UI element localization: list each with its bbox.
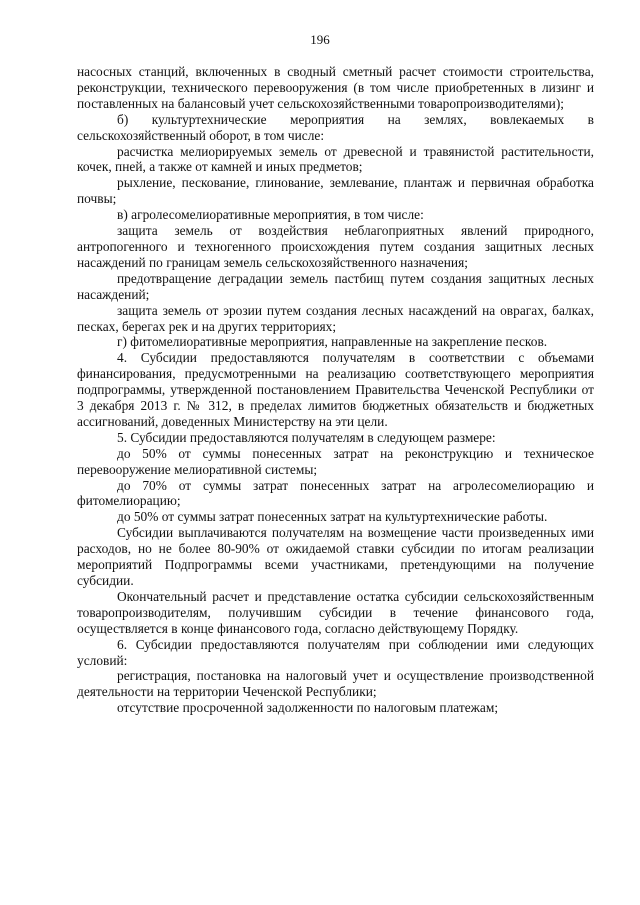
paragraph: защита земель от эрозии путем создания лесных насаждений на оврагах, балках, песках, берегах рек и на других территориях; [77,302,594,334]
paragraph: 5. Субсидии предоставляются получателям в следующем размере: [117,429,496,445]
paragraph: до 50% от суммы затрат понесенных затрат на культуртехнические работы. [117,509,548,525]
paragraph: до 70% от суммы затрат понесенных затрат на агролесомелиорацию и фитомелиорацию; [77,477,594,509]
paragraph: регистрация, постановка на налоговый учет и осуществление производственной деятельности на территории Чеченской Республики; [77,668,594,700]
paragraph: в) агролесомелиоративные мероприятия, в том числе: [117,207,424,223]
paragraph: 4. Субсидии предоставляются получателям в соответствии с объемами финансирования, предусмотренными на реализацию соответствующего мероприятия подпрограммы, утвержденной постановлением Правительства Чеченской Республики от 3 декабря 2013 г. № 312, в пределах лимитов бюджетных обязательств и бюджетных ассигнований, доведенных Министерству на эти цели. [77,350,594,429]
paragraph: защита земель от воздействия неблагоприятных явлений природного, антропогенного и техногенного происхождения путем создания защитных лесных насаждений по границам земель сельскохозяйственного назначения; [77,223,594,270]
paragraph: предотвращение деградации земель пастбищ путем создания защитных лесных насаждений; [77,270,594,302]
paragraph: Субсидии выплачиваются получателям на возмещение части произведенных ими расходов, но не более 80-90% от ожидаемой ставки субсидии по итогам реализации мероприятий Подпрограммы всеми участниками, претендующими на получение субсидии. [77,525,594,588]
paragraph: до 50% от суммы понесенных затрат на реконструкцию и техническое перевооружение мелиоративной системы; [77,445,594,477]
paragraph: 6. Субсидии предоставляются получателям при соблюдении ими следующих условий: [77,636,594,668]
paragraph: г) фитомелиоративные мероприятия, направленные на закрепление песков. [117,334,548,350]
paragraph: б) культуртехнические мероприятия на землях, вовлекаемых в сельскохозяйственный оборот, в том числе: [77,111,594,143]
paragraph: насосных станций, включенных в сводный сметный расчет стоимости строительства, реконструкции, технического перевооружения (в том числе приобретенных в лизинг и поставленных на балансовый учет сельскохозяйственными товаропроизводителями); [77,64,594,111]
paragraph: отсутствие просроченной задолженности по налоговым платежам; [117,700,499,716]
paragraph: расчистка мелиорируемых земель от древесной и травянистой растительности, кочек, пней, а также от камней и иных предметов; [77,143,594,175]
paragraph: Окончательный расчет и представление остатка субсидии сельскохозяйственным товаропроизводителям, получившим субсидии в течение финансового года, осуществляется в конце финансового года, согласно действующему Порядку. [77,588,594,636]
document-body [77,64,594,716]
paragraph: рыхление, пескование, глинование, землевание, плантаж и первичная обработка почвы; [77,175,594,207]
page-number: 196 [310,32,330,47]
